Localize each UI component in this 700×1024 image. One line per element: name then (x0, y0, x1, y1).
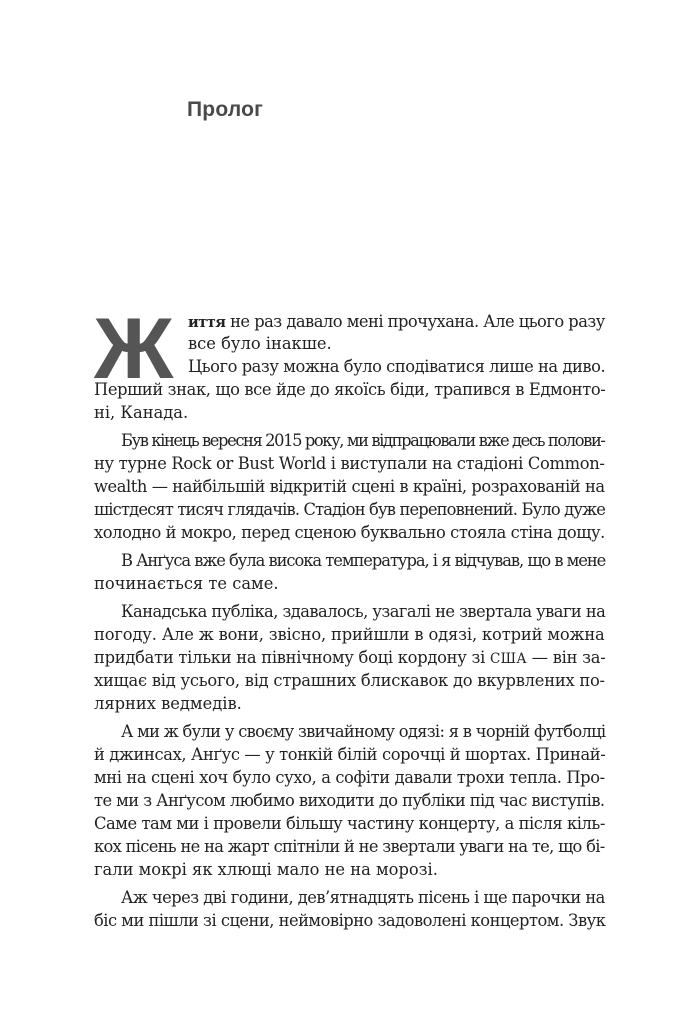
text-line (94, 523, 605, 543)
text-line (94, 500, 605, 520)
text-line (94, 745, 605, 765)
text-segment: біс ми пішли зі сцени, неймовірно задоволені концертом. Звук (94, 911, 606, 930)
text-line (188, 334, 332, 354)
text-line (121, 722, 605, 742)
drop-cap: Ж (94, 301, 174, 397)
text-line (188, 312, 605, 333)
text-segment: В Анґуса вже була висока температура, і я відчував, що в мене (121, 551, 606, 570)
text-segment: гали мокрі як хлющі мало не на морозі. (94, 860, 438, 879)
text-segment: ну турне Rock or Bust World і виступали на стадіоні Common- (94, 454, 605, 473)
text-line (94, 477, 605, 497)
text-segment: кох пісень не на жарт спітніли й не звертали уваги на те, що бі- (94, 837, 605, 856)
text-line (121, 431, 605, 451)
text-segment: не раз давало мені прочухана. Але цього разу (225, 312, 605, 331)
text-line (94, 837, 605, 857)
text-segment: те ми з Анґусом любимо виходити до публіки під час виступів. (94, 791, 605, 810)
text-segment: холодно й мокро, перед сценою буквально стояла стіна дощу. (94, 523, 605, 542)
chapter-title: Пролог (187, 98, 264, 121)
text-line (94, 911, 605, 931)
text-line (94, 860, 438, 880)
text-segment: Саме там ми і провели більшу частину концерту, а після кіль- (94, 814, 605, 833)
text-segment: А ми ж були у своєму звичайному одязі: я в чорній футболці (121, 722, 606, 741)
text-line (121, 602, 605, 622)
text-line (94, 380, 605, 400)
text-line (94, 791, 605, 811)
text-segment: Аж через дві години, дев’ятнадцять пісень і ще парочки на (121, 888, 605, 907)
text-segment: придбати тільки на північному боці кордону зі (94, 648, 491, 667)
text-segment: ні, Канада. (94, 403, 189, 422)
text-line (94, 648, 605, 669)
text-segment: Був кінець вересня 2015 року, ми відпрацювали вже десь полови- (121, 431, 605, 450)
text-line (94, 671, 605, 691)
text-line (188, 357, 605, 377)
text-line (94, 574, 279, 594)
text-segment: погоду. Але ж вони, звісно, прийшли в одязі, котрий можна (94, 625, 605, 644)
text-line (121, 888, 605, 908)
text-line (94, 814, 605, 834)
text-segment: все було інакше. (188, 334, 332, 353)
text-segment: починається те саме. (94, 574, 279, 593)
text-line (121, 551, 605, 571)
text-line (94, 768, 605, 788)
text-segment: — він за- (526, 648, 606, 667)
text-segment: шістдесят тисяч глядачів. Стадіон був переповнений. Було дуже (94, 500, 606, 519)
text-line (94, 625, 605, 645)
text-segment: й джинсах, Анґус — у тонкій білій сорочці й шортах. Принай- (94, 745, 606, 764)
text-line (94, 454, 605, 474)
text-segment: Перший знак, що все йде до якоїсь біди, трапився в Едмонто- (94, 380, 606, 399)
text-segment: мні на сцені хоч було сухо, а софіти давали трохи тепла. Про- (94, 768, 605, 787)
lead-in-text: иття (188, 314, 226, 331)
text-segment: Цього разу можна було сподіватися лише на диво. (188, 357, 606, 376)
text-line (94, 694, 242, 714)
text-line (94, 403, 188, 423)
text-segment: Канадська публіка, здавалось, узагалі не звертала уваги на (121, 602, 606, 621)
text-segment: хищає від усього, від страшних блискавок до вкурвлених по- (94, 671, 605, 690)
abbreviation: США (490, 651, 527, 667)
text-segment: wealth — найбільшій відкритій сцені в країні, розрахованій на (94, 477, 605, 496)
text-segment: лярних ведмедів. (94, 694, 242, 713)
